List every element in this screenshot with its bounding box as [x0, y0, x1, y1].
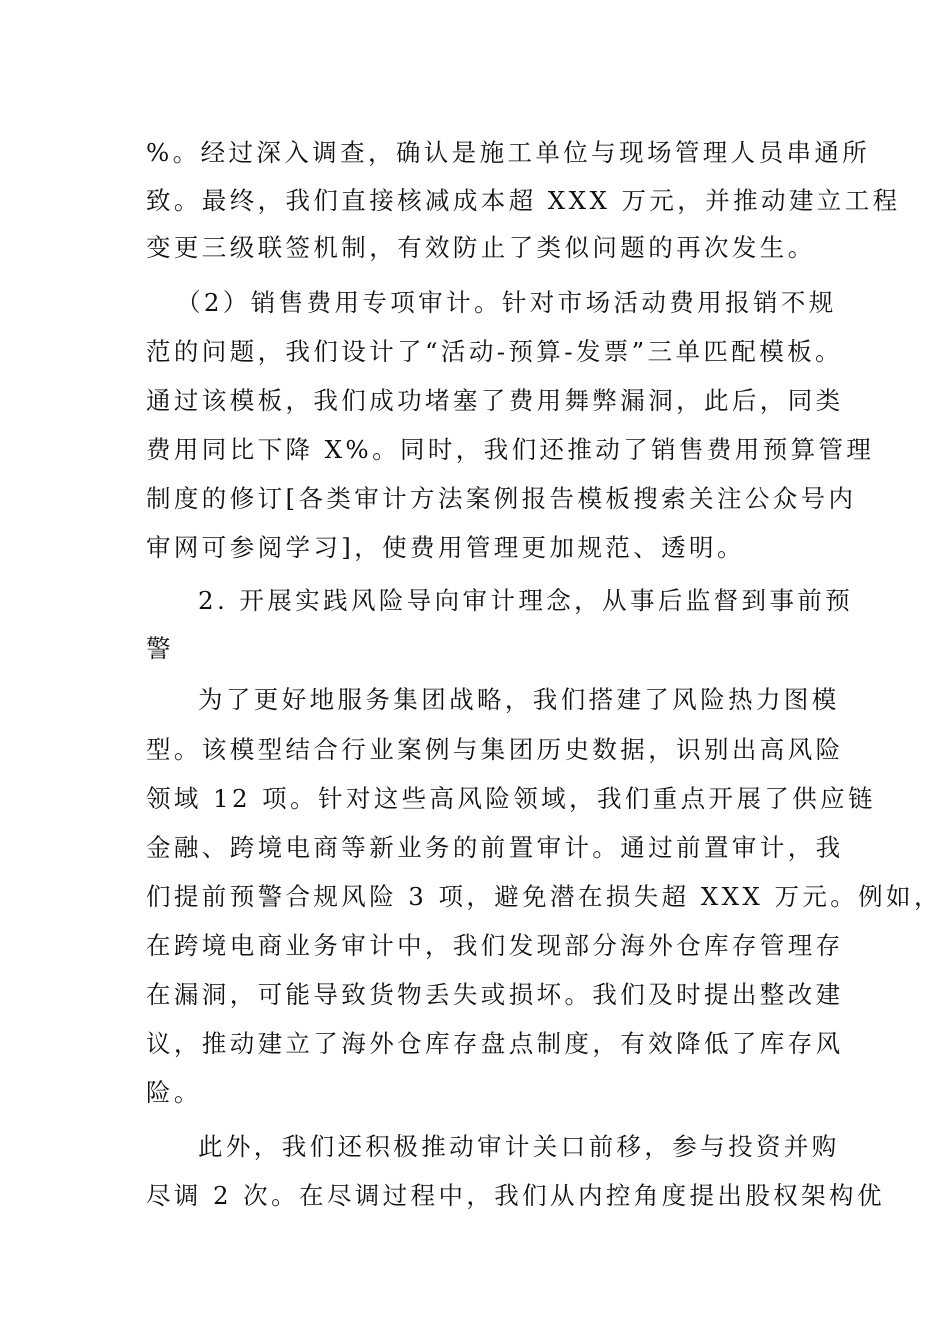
- text-line: 在跨境电商业务审计中，我们发现部分海外仓库存管理存: [146, 931, 844, 960]
- text-line: 此外，我们还积极推动审计关口前移，参与投资并购: [198, 1132, 840, 1161]
- text-line: （2）销售费用专项审计。针对市场活动费用报销不规: [176, 288, 837, 317]
- text-line: 领域 12 项。针对这些高风险领域，我们重点开展了供应链: [146, 784, 876, 813]
- section-heading: 2. 开展实践风险导向审计理念，从事后监督到事前预: [198, 586, 854, 615]
- text-line: 审网可参阅学习]，使费用管理更加规范、透明。: [146, 533, 745, 562]
- text-line: 范的问题，我们设计了“活动-预算-发票”三单匹配模板。: [146, 337, 843, 366]
- text-line: 型。该模型结合行业案例与集团历史数据，识别出高风险: [146, 735, 844, 764]
- text-line: 费用同比下降 X%。同时，我们还推动了销售费用预算管理: [146, 435, 875, 464]
- text-line: 制度的修订[各类审计方法案例报告模板搜索关注公众号内: [146, 484, 857, 513]
- text-line: 变更三级联签机制，有效防止了类似问题的再次发生。: [146, 233, 816, 262]
- section-heading-continuation: 警: [146, 634, 174, 663]
- text-line: 尽调 2 次。在尽调过程中，我们从内控角度提出股权架构优: [146, 1181, 885, 1210]
- text-line: 为了更好地服务集团战略，我们搭建了风险热力图模: [198, 685, 840, 714]
- text-line: 在漏洞，可能导致货物丢失或损坏。我们及时提出整改建: [146, 980, 844, 1009]
- text-line: 致。最终，我们直接核减成本超 XXX 万元，并推动建立工程: [146, 186, 901, 215]
- text-line: 们提前预警合规风险 3 项，避免潜在损失超 XXX 万元。例如，: [146, 882, 942, 911]
- text-line: 议，推动建立了海外仓库存盘点制度，有效降低了库存风: [146, 1029, 844, 1058]
- text-line: 通过该模板，我们成功堵塞了费用舞弊漏洞，此后，同类: [146, 386, 844, 415]
- text-line: %。经过深入调查，确认是施工单位与现场管理人员串通所: [146, 138, 871, 167]
- text-line: 险。: [146, 1078, 202, 1107]
- text-line: 金融、跨境电商等新业务的前置审计。通过前置审计，我: [146, 833, 844, 862]
